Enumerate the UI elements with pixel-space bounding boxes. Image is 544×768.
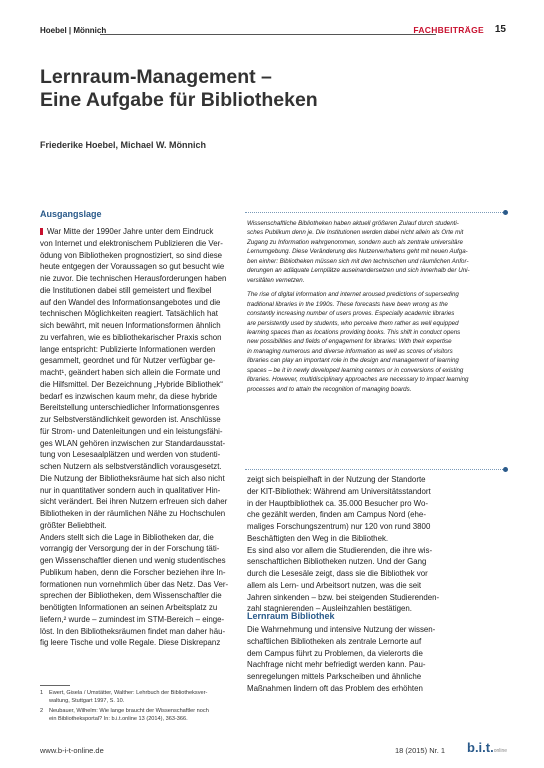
- body-line: benötigten Informationen an seinen Arbeitsplatz zu: [40, 603, 218, 612]
- body-line: Beschäftigten den Weg in die Bibliothek.: [247, 533, 389, 543]
- footnote-number: 1: [40, 690, 44, 696]
- body-line: gesammelt, geordnet und für Nutzer verfügbar ge-: [40, 356, 216, 366]
- body-line: Publikum haben, denn die Forscher beziehen ihre In-: [40, 567, 226, 577]
- body-line: ges WLAN gehören inzwischen zur Standardausstat-: [40, 438, 226, 448]
- body-line: sich bewährt, mit neuen Informationsformen ähnlich: [40, 321, 221, 330]
- abstract-line: Zugang zu Information wahrgenommen, sondern auch als zentrale universitäre: [247, 238, 463, 246]
- footnote: [40, 708, 235, 723]
- abstract-line: Lernumgebung. Diese Veränderung des Nutzerverhaltens geht mit neuen Aufga-: [247, 248, 468, 256]
- body-line: allem als Lern- und Arbeitsort nutzen, was die seit: [247, 580, 422, 590]
- abstract-line: derungen an adäquate Lernplätze auseinandersetzen und sich innerhalb der Uni-: [247, 267, 470, 275]
- abstract-line: spaces – be it in newly developed learning centers or in conversions of existing: [247, 366, 464, 374]
- body-line: der KIT-Bibliothek: Während am Universitätsstandort: [247, 486, 431, 496]
- body-line: löst. In den Bibliotheksräumen findet man daher häu-: [40, 626, 226, 636]
- body-line: bedarf es inzwischen kaum mehr, da diese hybride: [40, 391, 218, 401]
- body-line: Nachfrage nicht mehr befriedigt werden kann. Pau-: [247, 660, 426, 670]
- body-line: größter Beliebtheit.: [40, 520, 107, 530]
- abstract-line: Wissenschaftliche Bibliotheken haben aktuell größeren Zulauf durch studenti-: [247, 220, 459, 227]
- body-line: Es sind also vor allem die Studierenden, die ihre wis-: [247, 545, 433, 555]
- body-line: macht¹, geändert haben sich allein die Formate und: [40, 368, 221, 377]
- body-line: nie zuvor. Die technischen Herausforderungen haben: [40, 274, 227, 283]
- body-line: zahl stagnierenden – Ausleihzahlen bestätigen.: [247, 604, 412, 614]
- footnote: [40, 690, 235, 705]
- body-line: Anders stellt sich die Lage in Bibliotheken dar, die: [40, 532, 214, 542]
- body-column-right-section2: [247, 624, 505, 695]
- abstract-german: [247, 219, 505, 285]
- footer-issue: 18 (2015) Nr. 1: [395, 746, 446, 755]
- logo-main: b.i.t.: [467, 740, 494, 755]
- body-line: schaftlichen Bibliotheken als zentrale Lernorte auf: [247, 636, 422, 646]
- body-line: zu verfahren, wie es bibliothekarischer Praxis schon: [40, 332, 222, 342]
- footnote-text: Neubauer, Wilhelm: Wie lange braucht der Wissenschaftler noch ein Bibliotheksportal? In: b.i.t.online 13 (2014), 363-366.: [49, 708, 209, 722]
- body-line: die Hilfsmittel. Der Bezeichnung „Hybride Bibliothek“: [40, 379, 223, 389]
- body-line: technischen Möglichkeiten reagiert. Tatsächlich hat: [40, 309, 218, 319]
- title-line-1: Lernraum-Management –: [40, 66, 272, 88]
- abstract-line: processes and to attain the recognition of managing boards.: [247, 385, 412, 393]
- logo-small: online: [493, 748, 508, 754]
- body-line: maliges Forschungszentrum) nur 120 von rund 3800: [247, 522, 431, 531]
- abstract-english: [247, 290, 505, 394]
- body-line: nur in quantitativer sondern auch in qualitativer Hin-: [40, 485, 221, 495]
- body-line: Maßnahmen lindern oft das Problem des erhöhten: [247, 683, 423, 693]
- footnote-text: Ewert, Gisela / Umstätter, Walther: Lehrbuch der Bibliotheksver- waltung, Stuttgart 1997, S. 10.: [49, 690, 208, 704]
- body-line: sprechen der Bibliotheken, dem Wissenschaftler die: [40, 591, 222, 601]
- body-line: von Internet und elektronischem Publizieren die Ver-: [40, 238, 223, 248]
- abstract-line: The rise of digital information and internet aroused predictions of superseding: [247, 291, 459, 299]
- abstract-bottom-rule: [245, 469, 505, 470]
- running-header-authors: Hoebel | Mönnich: [40, 26, 107, 35]
- body-line: War Mitte der 1990er Jahre unter dem Eindruck: [40, 226, 232, 238]
- body-line: sicht verändert. Bei ihren Nutzern erfreuen sich daher: [40, 497, 228, 507]
- body-line: die Institutionen dabei still gemeistert und flexibel: [40, 285, 212, 295]
- body-line: dem Campus führt zu Problemen, da vielerorts die: [247, 648, 423, 658]
- body-line: liefern,² wurde – zumindest im STM-Bereich – einge-: [40, 614, 225, 624]
- paragraph-marker: [40, 228, 43, 235]
- abstract-top-dot: [503, 210, 508, 215]
- body-line: schen Nutzern als selbstverständlich vorausgesetzt.: [40, 462, 222, 471]
- footnote-number: 2: [40, 708, 44, 714]
- body-line: Bibliotheken in der räumlichen Nähe zu Hochschulen: [40, 509, 226, 518]
- article-authors: Friederike Hoebel, Michael W. Mönnich: [40, 140, 207, 150]
- abstract-top-rule: [245, 212, 505, 213]
- abstract-line: in managing numerous and diverse information as well as scores of visitors: [247, 347, 453, 355]
- abstract-line: ben einher: Bibliotheken müssen sich mit den technischen und räumlichen Anfor-: [247, 257, 469, 265]
- body-line: fig leere Tische und volle Regale. Diese Diskrepanz: [40, 638, 221, 648]
- title-line-2: Eine Aufgabe für Bibliotheken: [40, 89, 318, 111]
- footer-url: www.b-i-t-online.de: [40, 746, 104, 755]
- body-line: auf den Wandel des Informationsangebotes und die: [40, 297, 221, 307]
- abstract-line: new possibilities and fields of engagement for libraries: With their expertise: [247, 338, 452, 346]
- body-column-left: [40, 226, 232, 649]
- abstract-line: libraries. However, multidisciplinary approaches are necessary to impact learning: [247, 376, 469, 384]
- body-line: für Strom- und Datenleitungen und ein leistungsfähi-: [40, 426, 223, 436]
- body-line: Bereitstellung unterschiedlicher Informationsgenres: [40, 403, 220, 413]
- body-line: Die Nutzung der Bibliotheksräume hat sich also nicht: [40, 473, 225, 483]
- page-number: 15: [494, 24, 506, 35]
- section-heading-lernraum: Lernraum Bibliothek: [247, 611, 335, 621]
- body-line: tung von Lesesaalplätzen und werden von studenti-: [40, 450, 221, 460]
- footnotes: [40, 690, 235, 726]
- abstract-line: versitäten vernetzen.: [247, 276, 305, 284]
- abstract-line: sches Publikum denn je. Die Institutionen werden dabei nicht allein als Orte mit: [247, 229, 464, 237]
- body-line: zeigt sich beispielhaft in der Nutzung der Standorte: [247, 475, 426, 484]
- article-title: [40, 66, 480, 112]
- body-line: che gezählt werden, finden am Campus Nord (ehe-: [247, 510, 426, 520]
- body-line: formationen nun vornehmlich über das Netz. Das Ver-: [40, 579, 229, 589]
- body-line: lange entspricht: Publizierte Informationen werden: [40, 344, 216, 354]
- abstract-line: learning spaces than as locations providing books. This shift in conduct opens: [247, 328, 461, 336]
- abstract-line: libraries can play an important role in the design and management of learning: [247, 357, 459, 365]
- abstract-box: [247, 219, 505, 394]
- body-line: gen Wissenschaftler dienen und wenig studentisches: [40, 556, 226, 565]
- body-line: heute entgegen der Voraussagen so gut besucht wie: [40, 262, 225, 272]
- body-line: durch die Lesesäle zeigt, dass sie die Bibliothek vor: [247, 569, 428, 578]
- abstract-line: traditional libraries in the 1990s. These forecasts have been wrong as the: [247, 300, 448, 308]
- footnote-rule: [40, 685, 70, 686]
- body-line: ödung von Bibliotheken prognostiziert, so sind diese: [40, 250, 223, 260]
- body-line: Jahren sinkenden – bzw. bei steigenden Studierenden-: [247, 592, 440, 602]
- abstract-bottom-dot: [503, 467, 508, 472]
- body-line: in der Hauptbibliothek ca. 35.000 Besucher pro Wo-: [247, 498, 429, 508]
- body-line: senregelungen mittels Parkscheiben und ähnliche: [247, 672, 422, 681]
- body-line: Die Wahrnehmung und intensive Nutzung der wissen-: [247, 625, 436, 634]
- abstract-line: constantly increasing number of users proves. Especially academic libraries: [247, 310, 455, 318]
- body-line: senschaftlichen Bibliotheken nutzen. Und der Gang: [247, 557, 427, 567]
- body-line: zur Selbstverständlichkeit geworden ist. Anschlüsse: [40, 415, 221, 424]
- header-rule: [100, 34, 436, 35]
- section-heading-ausgangslage: Ausgangslage: [40, 209, 102, 219]
- body-column-right-continuation: [247, 474, 505, 615]
- section-label: FACHBEITRÄGE: [413, 25, 484, 35]
- bit-online-logo: [467, 740, 507, 755]
- body-line: vorrangig der Versorgung der in der Forschung täti-: [40, 544, 220, 554]
- abstract-line: are persistently used by students, who perceive them rather as well equipped: [247, 319, 459, 327]
